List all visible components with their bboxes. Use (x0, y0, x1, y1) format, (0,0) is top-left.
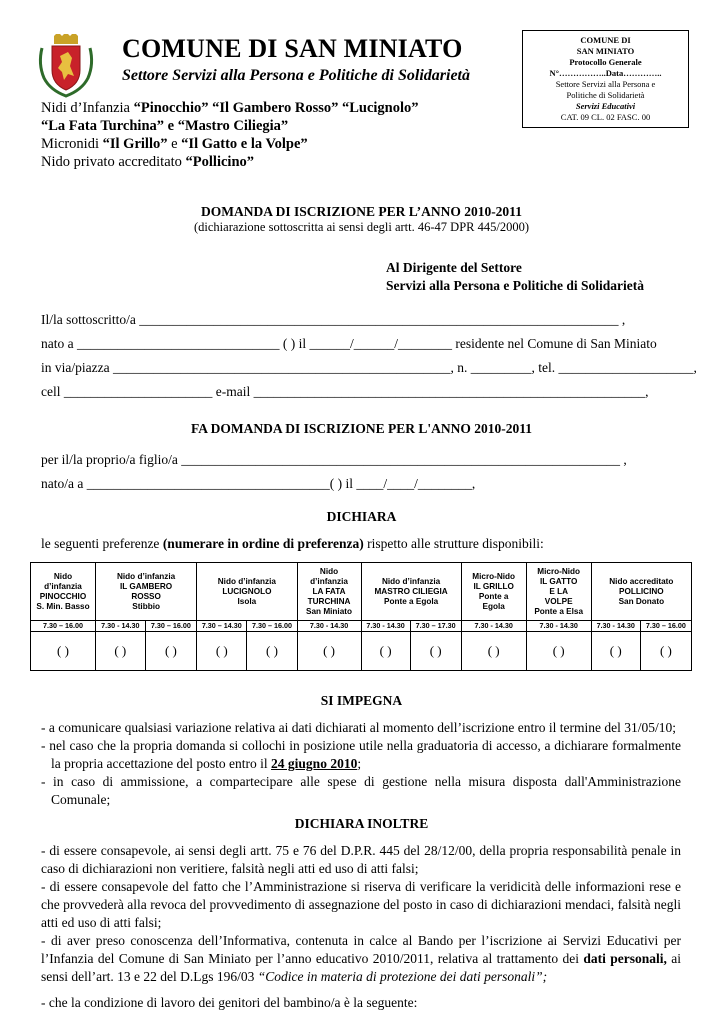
stamp-protocol-number: N°……………..Data………….. (549, 68, 662, 78)
impegna-text: - nel caso che la propria domanda si collochi in posizione utile nella graduatoria di accesso, a dichiarare formalmente la propria accettazione del posto entro il (41, 738, 681, 771)
preference-input[interactable]: ( ) (640, 632, 691, 671)
privato-line (41, 153, 419, 171)
table-header-line: IL GATTO (540, 576, 578, 586)
addressee-block (386, 259, 644, 295)
table-header-line: Ponte a Egola (384, 596, 439, 606)
table-header-line: d’infanzia (44, 581, 82, 591)
time-cell: 7.30 - 14.30 (461, 621, 526, 632)
table-header-line: Micro-Nido (537, 566, 581, 576)
time-cell: 7.30 - 14.30 (96, 621, 146, 632)
time-cell: 7.30 – 17.30 (410, 621, 461, 632)
document-subtitle: (dichiarazione sottoscritta ai sensi degli artt. 46-47 DPR 445/2000) (194, 220, 529, 234)
table-header-line: LA FATA (312, 586, 346, 596)
nidi-line-1 (41, 99, 419, 117)
inoltre-item (41, 932, 681, 986)
micro-name-1: “Il Grillo” (102, 136, 168, 152)
child-birth-field[interactable]: nato/a a ____________________________________( ) il ____/____/________, (41, 476, 476, 491)
inoltre-list (41, 842, 681, 1012)
preference-input[interactable]: ( ) (247, 632, 297, 671)
stamp-category: CAT. 09 CL. 02 FASC. 00 (560, 112, 651, 122)
table-header-cell (461, 563, 526, 621)
coat-of-arms-logo (34, 34, 98, 98)
table-header-line: MASTRO CILIEGIA (374, 586, 448, 596)
micro-prefix: Micronidi (41, 136, 103, 152)
child-name-field[interactable]: per il/la proprio/a figlio/a _________________________________________________________________ , (41, 452, 627, 467)
inoltre-item: - di essere consapevole, ai sensi degli artt. 75 e 76 del D.P.R. 445 del 28/12/00, della propria responsabilità penale in caso di dichiarazioni non veritiere, falsità negli atti ed uso di atti falsi; (41, 843, 681, 876)
table-header-line: IL GRILLO (473, 581, 514, 591)
section-title-impegna: SI IMPEGNA (320, 693, 403, 708)
stamp-line: Servizi Educativi (575, 101, 636, 111)
table-header-line: Nido (53, 571, 73, 581)
table-header-line: VOLPE (544, 596, 573, 606)
preference-input[interactable]: ( ) (197, 632, 247, 671)
impegna-item (41, 737, 681, 773)
table-header-cell (297, 563, 361, 621)
intro-prefix: le seguenti preferenze (41, 536, 163, 551)
table-header-line: Ponte a Elsa (534, 606, 584, 616)
table-header-line: d’infanzia (310, 576, 348, 586)
table-header-line: Nido accreditato (609, 576, 674, 586)
time-cell: 7.30 – 16.00 (247, 621, 297, 632)
preference-input[interactable]: ( ) (361, 632, 410, 671)
preferences-table (30, 562, 692, 671)
micro-sep: e (167, 136, 182, 152)
time-cell: 7.30 - 14.30 (526, 621, 591, 632)
impegna-item: - a comunicare qualsiasi variazione relativa ai dati dichiarati al momento dell’iscrizione entro il termine del 31/05/10; (41, 720, 677, 735)
table-header-cell (591, 563, 691, 621)
section-title-request: FA DOMANDA DI ISCRIZIONE PER L'ANNO 2010-2011 (190, 421, 533, 436)
table-header-line: PINOCCHIO (39, 591, 87, 601)
table-header-cell (526, 563, 591, 621)
preference-input[interactable]: ( ) (461, 632, 526, 671)
time-cell: 7.30 - 14.30 (361, 621, 410, 632)
stamp-line: SAN MINIATO (576, 46, 635, 56)
inoltre-text: ai sensi dell’art. 13 e 22 del D.Lgs 196/03 (41, 951, 682, 984)
time-cell: 7.30 – 14.30 (197, 621, 247, 632)
preference-input[interactable]: ( ) (526, 632, 591, 671)
nidi-prefix: Nidi d’Infanzia (41, 100, 134, 116)
applicant-contact-field[interactable]: cell ______________________ e-mail __________________________________________________________, (41, 384, 649, 399)
time-cell: 7.30 – 16.00 (640, 621, 691, 632)
table-header-line: Micro-Nido (472, 571, 516, 581)
time-cell: 7.30 – 16.00 (145, 621, 197, 632)
table-header-line: E LA (549, 586, 569, 596)
table-header-line: ROSSO (131, 591, 161, 601)
table-header-line: San Miniato (306, 606, 352, 616)
table-header-line: IL GAMBERO (120, 581, 173, 591)
table-header-cell (31, 563, 96, 621)
preferences-intro (41, 536, 544, 552)
table-header-line: Nido d’infanzia (217, 576, 276, 586)
table-header-line: Nido d’infanzia (381, 576, 441, 586)
table-header-line: Egola (482, 601, 505, 611)
inoltre-item: - che la condizione di lavoro dei genitori del bambino/a è la seguente: (41, 995, 418, 1010)
inoltre-bold: dati personali, (583, 951, 667, 966)
preference-input[interactable]: ( ) (591, 632, 640, 671)
deadline-date: 24 giugno 2010 (271, 756, 358, 771)
table-times-row (31, 621, 692, 632)
table-header-cell (361, 563, 461, 621)
table-preference-row (31, 632, 692, 671)
table-header-row (31, 563, 692, 621)
preference-input[interactable]: ( ) (410, 632, 461, 671)
applicant-address-field[interactable]: in via/piazza __________________________________________________, n. _________, tel. ____________________, (41, 360, 697, 375)
table-header-line: Ponte a (478, 591, 509, 601)
privato-name: “Pollicino” (185, 154, 255, 170)
addressee-line-1: Al Dirigente del Settore (386, 260, 522, 275)
stamp-line: COMUNE DI (580, 35, 631, 45)
table-header-line: San Donato (618, 596, 665, 606)
inoltre-text: - di aver preso conoscenza dell’Informativa, contenuta in calce al Bando per l’iscrizione ai Servizi Educativi per l’Infanzia del Comune di San Miniato per l’anno educativo 2010/2011, relativa al trattamento dei (41, 933, 681, 966)
time-cell: 7.30 – 16.00 (31, 621, 96, 632)
table-header-cell (96, 563, 197, 621)
micro-name-2: “Il Gatto e la Volpe” (181, 136, 308, 152)
table-header-line: Stibbio (132, 601, 160, 611)
intro-suffix: rispetto alle strutture disponibili: (363, 536, 544, 551)
applicant-name-field[interactable]: Il/la sottoscritto/a _______________________________________________________________________ , (41, 312, 626, 327)
table-header-line: Nido (319, 566, 339, 576)
addressee-line-2: Servizi alla Persona e Politiche di Solidarietà (386, 278, 644, 293)
department-subtitle: Settore Servizi alla Persona e Politiche di Solidarietà (122, 67, 470, 84)
impegna-item: - in caso di ammissione, a compartecipare alle spese di gestione nella misura disposta dall'Amministrazione Comunale; (41, 774, 681, 807)
table-header-cell (197, 563, 297, 621)
preference-input[interactable]: ( ) (96, 632, 146, 671)
stamp-line: Settore Servizi alla Persona e (555, 79, 656, 89)
micronidi-line (41, 135, 419, 153)
table-header-line: S. Min. Basso (36, 601, 90, 611)
impegna-text: ; (357, 756, 362, 771)
table-header-line: POLLICINO (619, 586, 664, 596)
stamp-line: Protocollo Generale (569, 57, 642, 67)
applicant-birth-field[interactable]: nato a ______________________________ ( ) il ______/______/________ residente nel Comune di San Miniato (41, 336, 657, 351)
inoltre-italic: “Codice in materia di protezione dei dati personali”; (257, 969, 548, 984)
nidi-line-2 (41, 117, 419, 135)
page-title: COMUNE DI SAN MINIATO (122, 34, 463, 63)
preference-input[interactable]: ( ) (31, 632, 96, 671)
stamp-line: Politiche di Solidarietà (566, 90, 645, 100)
section-title-dichiara: DICHIARA (326, 509, 397, 524)
nursery-list (41, 99, 419, 171)
section-title-inoltre: DICHIARA INOLTRE (294, 816, 429, 831)
table-header-line: TURCHINA (307, 596, 351, 606)
nidi-names: “Pinocchio” “Il Gambero Rosso” “Lucignolo” (133, 100, 419, 116)
impegna-list (41, 719, 681, 809)
document-title: DOMANDA DI ISCRIZIONE PER L’ANNO 2010-2011 (201, 204, 522, 219)
intro-bold: (numerare in ordine di preferenza) (162, 536, 364, 551)
protocol-stamp-box (522, 30, 689, 128)
preference-input[interactable]: ( ) (145, 632, 197, 671)
table-header-line: Nido d’infanzia (116, 571, 176, 581)
table-header-line: LUCIGNOLO (222, 586, 272, 596)
privato-prefix: Nido privato accreditato (41, 154, 186, 170)
time-cell: 7.30 - 14.30 (297, 621, 361, 632)
time-cell: 7.30 - 14.30 (591, 621, 640, 632)
nidi-names-2: “La Fata Turchina” e “Mastro Ciliegia” (41, 118, 289, 134)
table-header-line: Isola (237, 596, 257, 606)
inoltre-item: - di essere consapevole del fatto che l’Amministrazione si riserva di verificare la veridicità delle informazioni rese e che provvederà alla revoca del provvedimento di assegnazione del posto in caso di dichiarazioni mendaci, falsità negli atti ed uso di atti falsi; (41, 879, 681, 930)
preference-input[interactable]: ( ) (297, 632, 361, 671)
